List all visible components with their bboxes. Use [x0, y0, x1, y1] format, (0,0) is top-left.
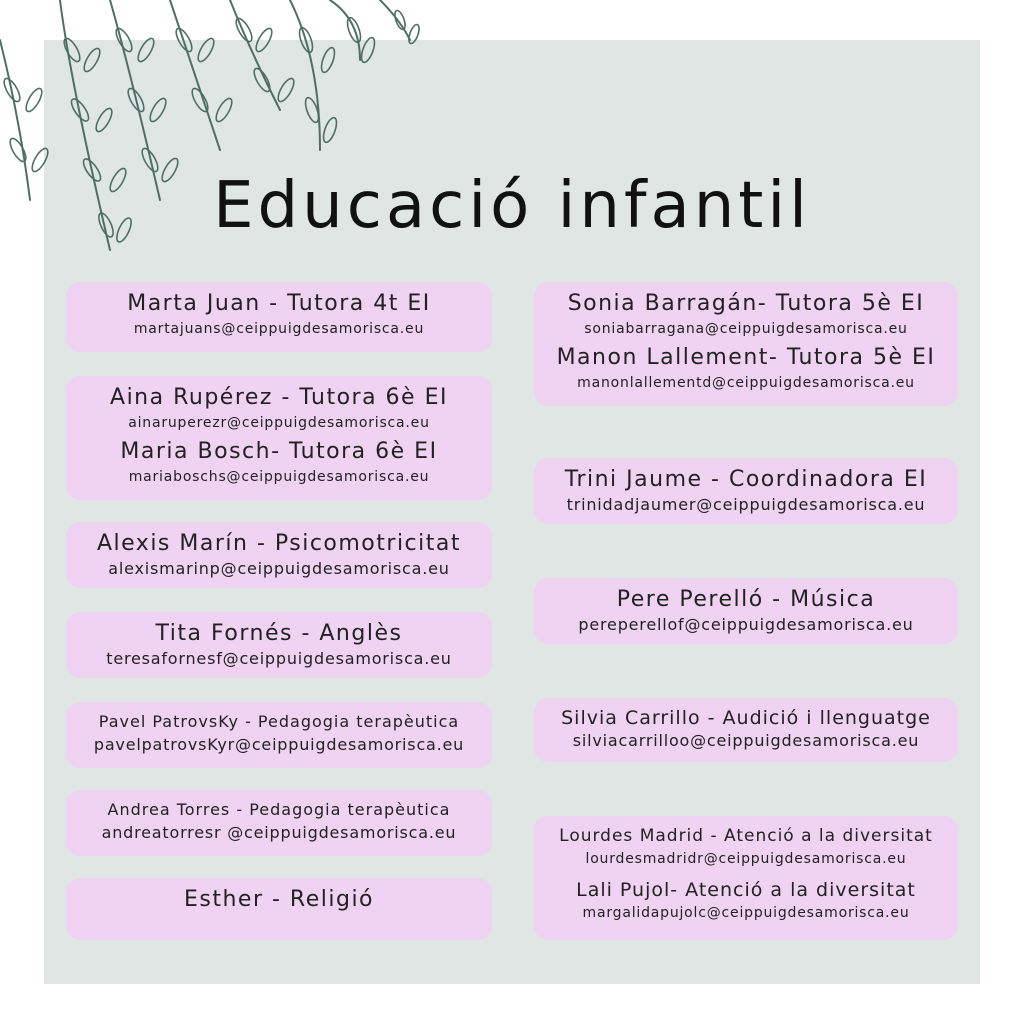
- leaves-decoration: [0, 0, 460, 300]
- staff-email: margalidapujolc@ceippuigdesamorisca.eu: [582, 905, 910, 921]
- staff-email: pavelpatrovsKyr@ceippuigdesamorisca.eu: [93, 735, 465, 754]
- staff-card: [534, 578, 958, 644]
- staff-email: soniabarragana@ceippuigdesamorisca.eu: [584, 321, 908, 337]
- staff-email: alexismarinp@ceippuigdesamorisca.eu: [108, 559, 450, 578]
- staff-card: [66, 702, 492, 768]
- staff-email: lourdesmadridr@ceippuigdesamorisca.eu: [585, 851, 907, 867]
- staff-name: Lali Pujol- Atenció a la diversitat: [576, 879, 916, 901]
- staff-name: Aina Rupérez - Tutora 6è EI: [110, 385, 448, 410]
- staff-email: pereperellof@ceippuigdesamorisca.eu: [578, 615, 914, 634]
- staff-name: Pere Perelló - Música: [616, 587, 876, 612]
- staff-email: ainaruperezr@ceippuigdesamorisca.eu: [128, 415, 430, 431]
- staff-name: Maria Bosch- Tutora 6è EI: [120, 439, 438, 464]
- staff-email: mariaboschs@ceippuigdesamorisca.eu: [128, 469, 430, 485]
- staff-card: [534, 282, 958, 406]
- staff-card: [66, 282, 492, 352]
- staff-email: manonlallementd@ceippuigdesamorisca.eu: [577, 375, 915, 391]
- staff-email: martajuans@ceippuigdesamorisca.eu: [133, 321, 425, 337]
- staff-name: Marta Juan - Tutora 4t EI: [127, 291, 431, 316]
- staff-card: [66, 612, 492, 678]
- page-title: Educació infantil: [213, 169, 811, 243]
- staff-name: Trini Jaume - Coordinadora EI: [564, 467, 928, 492]
- staff-card: [66, 376, 492, 500]
- staff-card: [534, 698, 958, 762]
- staff-name: Alexis Marín - Psicomotricitat: [96, 531, 461, 556]
- staff-name: Esther - Religió: [183, 887, 375, 912]
- staff-card: [66, 790, 492, 856]
- staff-card: [534, 816, 958, 940]
- staff-email: silviacarrilloo@ceippuigdesamorisca.eu: [572, 731, 920, 750]
- staff-name: Andrea Torres - Pedagogia terapèutica: [107, 800, 451, 819]
- staff-card: [66, 522, 492, 588]
- staff-email: trinidadjaumer@ceippuigdesamorisca.eu: [566, 495, 926, 514]
- staff-card: [66, 878, 492, 940]
- staff-email: teresafornesf@ceippuigdesamorisca.eu: [106, 649, 452, 668]
- staff-name: Tita Fornés - Anglès: [155, 621, 403, 646]
- staff-name: Silvia Carrillo - Audició i llenguatge: [561, 707, 931, 729]
- staff-name: Pavel PatrovsKy - Pedagogia terapèutica: [98, 712, 460, 731]
- staff-name: Sonia Barragán- Tutora 5è EI: [567, 291, 925, 316]
- staff-email: andreatorresr @ceippuigdesamorisca.eu: [101, 823, 457, 842]
- staff-name: Manon Lallement- Tutora 5è EI: [556, 345, 936, 370]
- staff-name: Lourdes Madrid - Atenció a la diversitat: [559, 826, 933, 846]
- staff-card: [534, 458, 958, 524]
